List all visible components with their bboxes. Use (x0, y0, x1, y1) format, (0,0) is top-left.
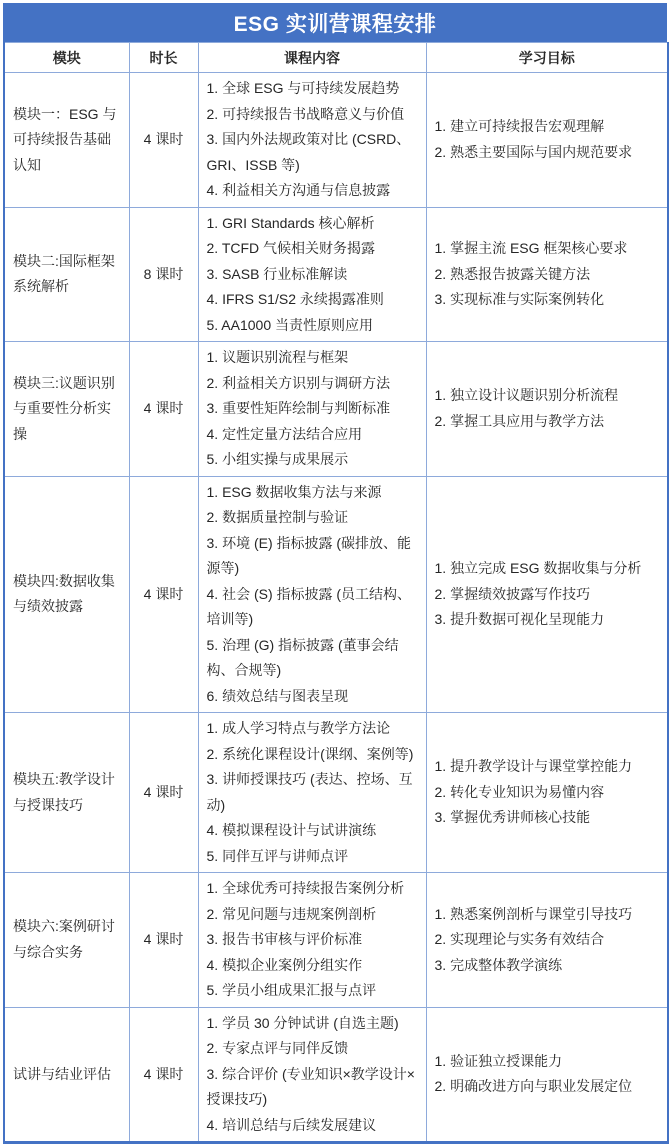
content-line: 2. 系统化课程设计(课纲、案例等) (206, 745, 414, 762)
duration-cell: 4 课时 (129, 873, 198, 1008)
content-line: 2. 利益相关方识别与调研方法 (206, 374, 391, 391)
table-row (4, 73, 668, 208)
content-line: 5. 治理 (G) 指标披露 (董事会结构、合规等) (206, 636, 399, 678)
module-cell: 模块四:数据收集与绩效披露 (4, 476, 129, 713)
duration-cell: 4 课时 (129, 713, 198, 873)
duration-cell: 8 课时 (129, 207, 198, 342)
content-line: 3. 报告书审核与评价标准 (206, 931, 363, 947)
objective-line: 2. 掌握工具应用与教学方法 (434, 412, 605, 429)
content-line: 3. SASB 行业标准解读 (206, 265, 348, 282)
content-line: 6. 绩效总结与图表呈现 (206, 687, 349, 704)
objective-line: 3. 完成整体教学演练 (434, 956, 563, 973)
objective-line: 1. 提升教学设计与课堂掌控能力 (434, 758, 633, 775)
content-line: 3. 重要性矩阵绘制与判断标准 (206, 400, 391, 416)
objectives-cell (426, 1007, 668, 1143)
table-row (4, 342, 668, 477)
objectives-cell (426, 342, 668, 477)
content-line: 1. 学员 30 分钟试讲 (自选主题) (206, 1014, 399, 1031)
content-line: 2. 数据质量控制与验证 (206, 509, 349, 525)
module-cell: 模块一：ESG 与可持续报告基础认知 (4, 73, 129, 208)
header-row (4, 43, 668, 73)
content-line: 2. TCFD 气候相关财务揭露 (206, 240, 376, 256)
content-line: 1. 全球优秀可持续报告案例分析 (206, 880, 405, 896)
objectives-cell (426, 873, 668, 1008)
objective-line: 2. 熟悉报告披露关键方法 (434, 265, 591, 282)
content-cell (198, 342, 426, 477)
content-line: 1. 全球 ESG 与可持续发展趋势 (206, 80, 400, 96)
objective-line: 2. 明确改进方向与职业发展定位 (434, 1078, 633, 1095)
course-schedule-table (3, 42, 669, 1144)
objective-line: 1. 掌握主流 ESG 框架核心要求 (434, 240, 628, 256)
content-line: 4. 模拟企业案例分组实作 (206, 956, 363, 973)
course-table-body (4, 73, 668, 1143)
objective-line: 1. 独立设计议题识别分析流程 (434, 387, 619, 404)
module-cell: 模块六:案例研讨与综合实务 (4, 873, 129, 1008)
content-cell (198, 476, 426, 713)
table-header (4, 43, 668, 73)
duration-cell: 4 课时 (129, 342, 198, 477)
objective-line: 3. 实现标准与实际案例转化 (434, 291, 605, 307)
table-row (4, 713, 668, 873)
objectives-cell (426, 207, 668, 342)
objective-line: 3. 提升数据可视化呈现能力 (434, 611, 605, 627)
column-header-module: 模块 (4, 43, 129, 73)
objective-line: 2. 转化专业知识为易懂内容 (434, 783, 605, 800)
content-line: 4. IFRS S1/S2 永续揭露准则 (206, 291, 384, 307)
module-cell: 试讲与结业评估 (4, 1007, 129, 1143)
content-line: 5. AA1000 当责性原则应用 (206, 316, 374, 333)
content-cell (198, 713, 426, 873)
content-line: 4. 利益相关方沟通与信息披露 (206, 182, 391, 198)
content-line: 1. 议题识别流程与框架 (206, 349, 349, 365)
duration-cell: 4 课时 (129, 73, 198, 208)
objective-line: 3. 掌握优秀讲师核心技能 (434, 809, 591, 826)
content-line: 5. 小组实操与成果展示 (206, 451, 349, 467)
content-cell (198, 73, 426, 208)
content-line: 4. 培训总结与后续发展建议 (206, 1116, 377, 1133)
content-line: 5. 同伴互评与讲师点评 (206, 847, 349, 864)
module-cell: 模块五:教学设计与授课技巧 (4, 713, 129, 873)
module-cell: 模块三:议题识别与重要性分析实操 (4, 342, 129, 477)
duration-cell: 4 课时 (129, 1007, 198, 1143)
content-line: 4. 定性定量方法结合应用 (206, 425, 363, 442)
duration-cell: 4 课时 (129, 476, 198, 713)
table-title: ESG 实训营课程安排 (3, 3, 667, 42)
content-line: 1. 成人学习特点与教学方法论 (206, 720, 391, 736)
content-cell (198, 207, 426, 342)
objectives-cell (426, 73, 668, 208)
table-row (4, 207, 668, 342)
objectives-cell (426, 713, 668, 873)
module-cell: 模块二:国际框架系统解析 (4, 207, 129, 342)
content-line: 3. 讲师授课技巧 (表达、控场、互动) (206, 771, 413, 813)
content-line: 1. GRI Standards 核心解析 (206, 214, 375, 231)
objective-line: 1. 熟悉案例剖析与课堂引导技巧 (434, 905, 633, 922)
objective-line: 2. 实现理论与实务有效结合 (434, 931, 605, 947)
content-line: 5. 学员小组成果汇报与点评 (206, 982, 377, 998)
content-line: 3. 环境 (E) 指标披露 (碳排放、能源等) (206, 534, 412, 576)
column-header-objectives: 学习目标 (426, 43, 668, 73)
content-line: 3. 综合评价 (专业知识×教学设计×授课技巧) (206, 1065, 415, 1107)
table-row (4, 873, 668, 1008)
column-header-content: 课程内容 (198, 43, 426, 73)
content-line: 2. 专家点评与同伴反馈 (206, 1040, 349, 1056)
objectives-cell (426, 476, 668, 713)
content-line: 4. 社会 (S) 指标披露 (员工结构、培训等) (206, 585, 412, 627)
objective-line: 2. 熟悉主要国际与国内规范要求 (434, 143, 633, 160)
table-row (4, 1007, 668, 1143)
content-line: 3. 国内外法规政策对比 (CSRD、GRI、ISSB 等) (206, 131, 411, 173)
content-cell (198, 1007, 426, 1143)
content-line: 4. 模拟课程设计与试讲演练 (206, 822, 377, 838)
content-line: 2. 常见问题与违规案例剖析 (206, 905, 377, 922)
objective-line: 2. 掌握绩效披露写作技巧 (434, 585, 591, 602)
content-line: 1. ESG 数据收集方法与来源 (206, 483, 382, 500)
objective-line: 1. 建立可持续报告宏观理解 (434, 118, 605, 135)
table-row (4, 476, 668, 713)
objective-line: 1. 验证独立授课能力 (434, 1052, 563, 1069)
objective-line: 1. 独立完成 ESG 数据收集与分析 (434, 560, 642, 576)
content-cell (198, 873, 426, 1008)
column-header-duration: 时长 (129, 43, 198, 73)
content-line: 2. 可持续报告书战略意义与价值 (206, 105, 405, 122)
